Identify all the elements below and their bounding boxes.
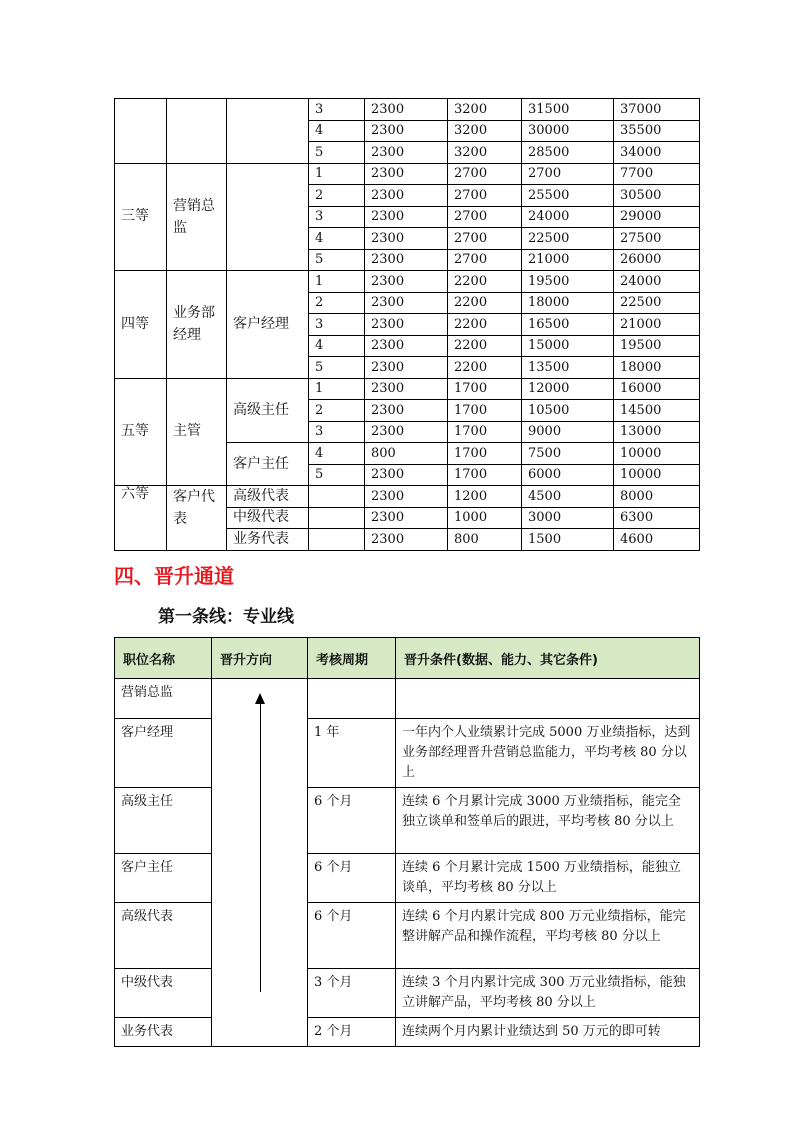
position-cell: 客户主任 [115,854,212,903]
position-cell [227,99,309,164]
value-cell: 10000 [614,443,700,465]
position-cell: 营销总监 [115,679,212,719]
value-cell: 14500 [614,400,700,422]
value-cell: 35500 [614,120,700,142]
value-cell: 15000 [522,335,614,357]
level-cell: 5 [309,357,365,379]
table-row [115,99,700,121]
table-row [115,163,700,185]
value-cell: 1500 [522,529,614,551]
value-cell: 24000 [522,206,614,228]
value-cell: 21000 [614,314,700,336]
condition-cell: 连续 6 个月内累计完成 800 万元业绩指标，能完整讲解产品和操作流程，平均考核 80 分以上 [396,903,700,969]
value-cell: 29000 [614,206,700,228]
value-cell: 3200 [448,99,522,121]
value-cell: 27500 [614,228,700,250]
level-cell: 1 [309,271,365,293]
position-cell: 高级代表 [227,486,309,508]
title-cell: 业务部经理 [167,271,227,379]
value-cell: 3200 [448,142,522,164]
title-cell [167,99,227,164]
value-cell: 2300 [365,120,448,142]
level-cell: 5 [309,464,365,486]
value-cell: 13500 [522,357,614,379]
value-cell: 2300 [365,292,448,314]
value-cell: 30500 [614,185,700,207]
level-cell: 2 [309,185,365,207]
value-cell: 2700 [448,185,522,207]
title-cell: 主管 [167,378,227,486]
table-row [115,1018,700,1047]
value-cell: 22500 [614,292,700,314]
value-cell: 1700 [448,443,522,465]
level-cell: 4 [309,228,365,250]
level-cell: 5 [309,249,365,271]
value-cell: 19500 [522,271,614,293]
value-cell: 30000 [522,120,614,142]
arrow-shaft [260,701,261,992]
condition-cell: 连续两个月内累计业绩达到 50 万元的即可转 [396,1018,700,1047]
value-cell: 16000 [614,378,700,400]
column-header: 考核周期 [308,638,396,679]
column-header: 晋升条件(数据、能力、其它条件) [396,638,700,679]
level-cell: 2 [309,292,365,314]
position-cell: 客户经理 [115,719,212,788]
level-cell [309,529,365,551]
value-cell: 28500 [522,142,614,164]
value-cell: 2300 [365,142,448,164]
value-cell: 2200 [448,335,522,357]
condition-cell: 连续 3 个月内累计完成 300 万元业绩指标，能独立讲解产品，平均考核 80 分以上 [396,969,700,1018]
value-cell: 800 [448,529,522,551]
condition-cell: 连续 6 个月累计完成 3000 万业绩指标，能完全独立谈单和签单后的跟进，平均考核 80 分以上 [396,788,700,854]
level-cell: 1 [309,378,365,400]
value-cell: 18000 [614,357,700,379]
value-cell: 1200 [448,486,522,508]
position-cell: 高级主任 [115,788,212,854]
value-cell: 2200 [448,292,522,314]
level-cell: 5 [309,142,365,164]
value-cell: 2300 [365,378,448,400]
table-header-row [115,638,700,679]
value-cell: 1700 [448,378,522,400]
value-cell: 3000 [522,507,614,529]
table-row [115,271,700,293]
level-cell: 3 [309,421,365,443]
position-cell: 高级代表 [115,903,212,969]
grade-cell: 三等 [115,163,167,271]
position-cell: 高级主任 [227,378,309,443]
value-cell: 2700 [448,228,522,250]
grade-cell: 四等 [115,271,167,379]
table-row [115,788,700,854]
period-cell: 6 个月 [308,854,396,903]
value-cell: 2200 [448,357,522,379]
condition-cell [396,679,700,719]
value-cell: 2300 [365,228,448,250]
value-cell: 2700 [448,206,522,228]
position-cell: 业务代表 [115,1018,212,1047]
salary-table [114,98,700,551]
table-row [115,378,700,400]
value-cell: 2300 [365,357,448,379]
level-cell: 2 [309,400,365,422]
level-cell [309,486,365,508]
value-cell: 2300 [365,249,448,271]
period-cell: 6 个月 [308,903,396,969]
level-cell [309,507,365,529]
value-cell: 2700 [448,163,522,185]
value-cell: 21000 [522,249,614,271]
value-cell: 1700 [448,464,522,486]
value-cell: 6300 [614,507,700,529]
title-cell: 营销总监 [167,163,227,271]
value-cell: 4500 [522,486,614,508]
value-cell: 37000 [614,99,700,121]
value-cell: 2200 [448,314,522,336]
period-cell: 3 个月 [308,969,396,1018]
value-cell: 18000 [522,292,614,314]
value-cell: 2300 [365,163,448,185]
direction-cell [212,679,308,1047]
value-cell: 2300 [365,206,448,228]
position-cell: 中级代表 [115,969,212,1018]
value-cell: 19500 [614,335,700,357]
value-cell: 10500 [522,400,614,422]
position-cell: 业务代表 [227,529,309,551]
level-cell: 4 [309,335,365,357]
value-cell: 26000 [614,249,700,271]
position-cell: 客户主任 [227,443,309,486]
value-cell: 800 [365,443,448,465]
value-cell: 31500 [522,99,614,121]
level-cell: 4 [309,120,365,142]
value-cell: 2300 [365,529,448,551]
value-cell: 12000 [522,378,614,400]
value-cell: 7700 [614,163,700,185]
value-cell: 2300 [365,464,448,486]
level-cell: 3 [309,99,365,121]
grade-cell: 六等 [115,486,167,551]
value-cell: 2200 [448,271,522,293]
value-cell: 2300 [365,486,448,508]
value-cell: 2300 [365,314,448,336]
position-cell [227,163,309,271]
value-cell: 25500 [522,185,614,207]
table-row [115,679,700,719]
condition-cell: 连续 6 个月累计完成 1500 万业绩指标，能独立谈单，平均考核 80 分以上 [396,854,700,903]
table-row [115,969,700,1018]
value-cell: 4600 [614,529,700,551]
grade-cell: 五等 [115,378,167,486]
value-cell: 34000 [614,142,700,164]
table-row [115,719,700,788]
value-cell: 16500 [522,314,614,336]
table-row [115,903,700,969]
value-cell: 2300 [365,99,448,121]
column-header: 职位名称 [115,638,212,679]
level-cell: 4 [309,443,365,465]
period-cell: 2 个月 [308,1018,396,1047]
value-cell: 1700 [448,400,522,422]
value-cell: 2300 [365,271,448,293]
value-cell: 9000 [522,421,614,443]
grade-cell [115,99,167,164]
value-cell: 22500 [522,228,614,250]
level-cell: 1 [309,163,365,185]
title-cell: 客户代表 [167,486,227,551]
column-header: 晋升方向 [212,638,308,679]
value-cell: 2700 [522,163,614,185]
table-row [115,854,700,903]
value-cell: 13000 [614,421,700,443]
promotion-table [114,637,700,1047]
value-cell: 2300 [365,400,448,422]
value-cell: 1700 [448,421,522,443]
value-cell: 2300 [365,185,448,207]
period-cell: 1 年 [308,719,396,788]
period-cell: 6 个月 [308,788,396,854]
value-cell: 24000 [614,271,700,293]
value-cell: 7500 [522,443,614,465]
position-cell: 客户经理 [227,271,309,379]
level-cell: 3 [309,206,365,228]
value-cell: 2300 [365,335,448,357]
subsection-title: 第一条线：专业线 [158,607,294,627]
level-cell: 3 [309,314,365,336]
position-cell: 中级代表 [227,507,309,529]
section-title: 四、晋升通道 [114,564,234,588]
value-cell: 1000 [448,507,522,529]
value-cell: 6000 [522,464,614,486]
value-cell: 3200 [448,120,522,142]
value-cell: 2300 [365,507,448,529]
value-cell: 8000 [614,486,700,508]
value-cell: 2300 [365,421,448,443]
condition-cell: 一年内个人业绩累计完成 5000 万业绩指标，达到业务部经理晋升营销总监能力，平均考核 80 分以上 [396,719,700,788]
period-cell [308,679,396,719]
value-cell: 10000 [614,464,700,486]
value-cell: 2700 [448,249,522,271]
table-row [115,486,700,508]
